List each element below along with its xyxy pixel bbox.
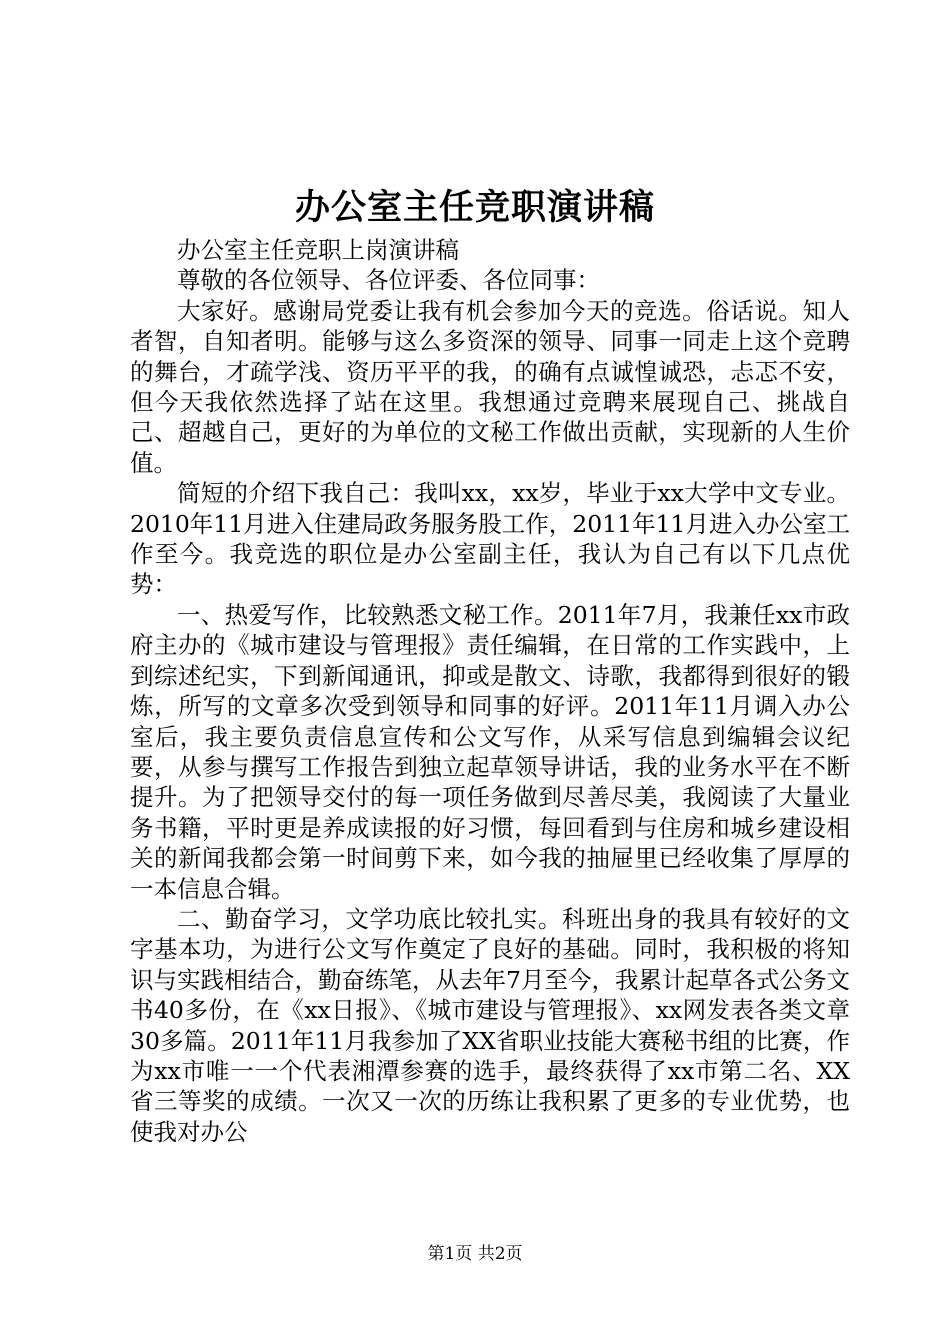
document-title: 办公室主任竞职演讲稿: [294, 187, 655, 228]
paragraph-subtitle: 办公室主任竞职上岗演讲稿: [177, 236, 459, 264]
paragraph-point-one: 一、热爱写作，比较熟悉文秘工作。2011年7月，我兼任xx市政府主办的《城市建设与管理报》责任编辑，在日常的工作实践中，上到综述纪实，下到新闻通讯，抑或是散文、诗歌，我都得到很好的锻炼，所写的文章多次受到领导和同事的好评。2011年11月调入办公室后，我主要负责信息宣传和公文写作，从采写信息到编辑会议纪要，从参与撰写工作报告到独立起草领导讲话，我的业务水平在不断提升。为了把领导交付的每一项任务做到尽善尽美，我阅读了大量业务书籍，平时更是养成读报的好习惯，每回看到与住房和城乡建设相关的新闻我都会第一时间剪下来，如今我的抽屉里已经收集了厚厚的一本信息合辑。: [130, 600, 850, 903]
page-footer: 第1页 共2页: [427, 1244, 523, 1264]
paragraph-greeting: 大家好。感谢局党委让我有机会参加今天的竞选。俗话说。知人者智，自知者明。能够与这么多资深的领导、同事一同走上这个竞聘的舞台，才疏学浅、资历平平的我，的确有点诚惶诚恐，忐忑不安，但今天我依然选择了站在这里。我想通过竞聘来展现自己、挑战自己、超越自己，更好的为单位的文秘工作做出贡献，实现新的人生价值。: [130, 296, 850, 477]
paragraph-salutation: 尊敬的各位领导、各位评委、各位同事：: [177, 266, 600, 295]
document-body: [130, 235, 850, 1147]
paragraph-introduction: 简短的介绍下我自己：我叫xx，xx岁，毕业于xx大学中文专业。2010年11月进入住建局政务服务股工作，2011年11月进入办公室工作至今。我竞选的职位是办公室副主任，我认为自己有以下几点优势：: [130, 479, 850, 599]
paragraph-point-two: 二、勤奋学习，文学功底比较扎实。科班出身的我具有较好的文字基本功，为进行公文写作奠定了良好的基础。同时，我积极的将知识与实践相结合，勤奋练笔，从去年7月至今，我累计起草各式公务文书40多份，在《xx日报》、《城市建设与管理报》、xx网发表各类文章30多篇。2011年11月我参加了XX省职业技能大赛秘书组的比赛，作为xx市唯一一个代表湘潭参赛的选手，最终获得了xx市第二名、XX省三等奖的成绩。一次又一次的历练让我积累了更多的专业优势，也使我对办公: [130, 904, 850, 1146]
